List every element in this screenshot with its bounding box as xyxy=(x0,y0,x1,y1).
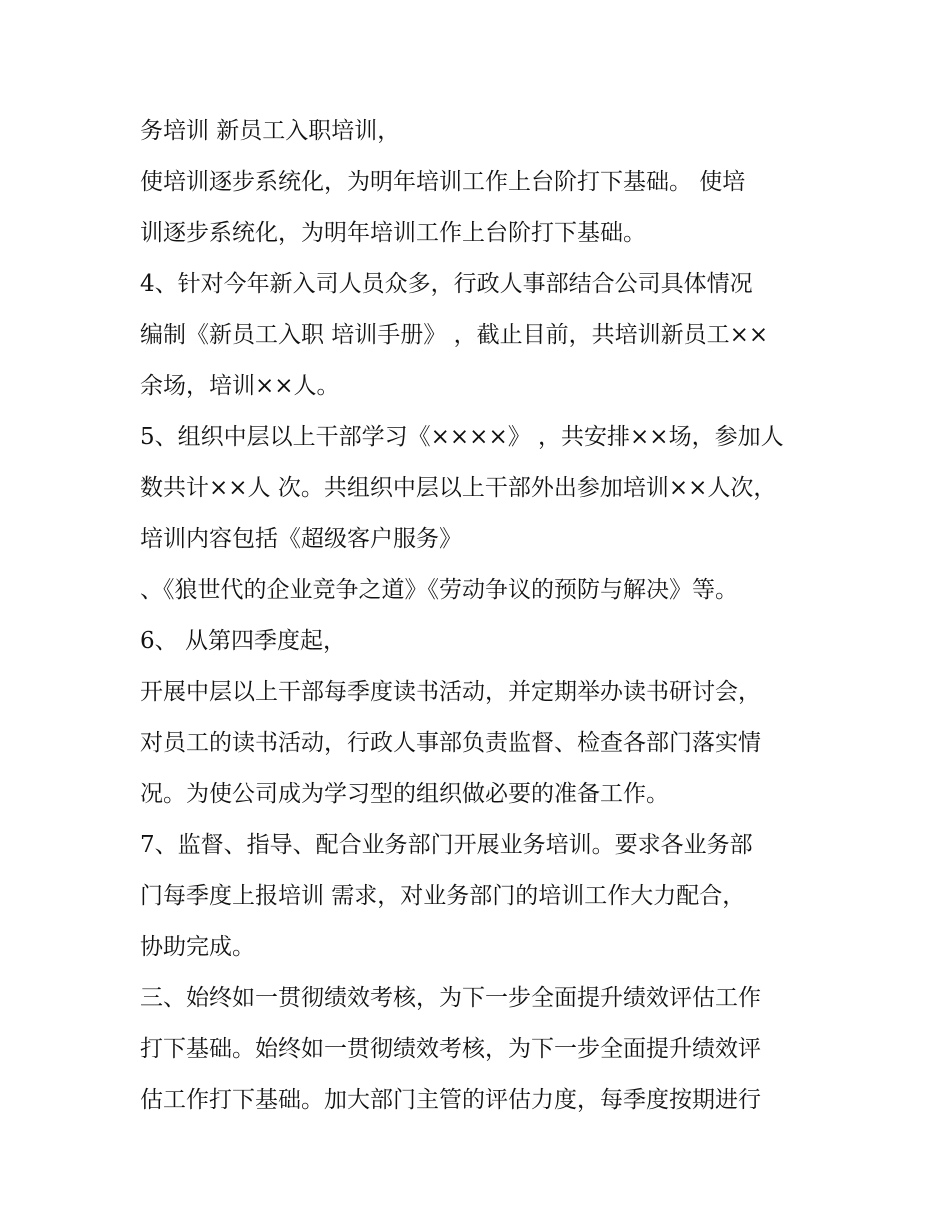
text-line: 打下基础。始终如一贯彻绩效考核，为下一步全面提升绩效评 xyxy=(140,1036,761,1062)
text-line: 培训内容包括《超级客户服务》 xyxy=(140,526,462,552)
text-line: 5、组织中层以上干部学习《××××》 ，共安排××场，参加人 xyxy=(140,424,784,450)
text-line: 余场，培训××人。 xyxy=(140,373,340,399)
text-line: 、《狼世代的企业竞争之道》《劳动争议的预防与解决》等。 xyxy=(140,577,738,603)
text-line: 使培训逐步系统化，为明年培训工作上台阶打下基础。 使培 xyxy=(140,169,746,195)
text-line: 训逐步系统化，为明年培训工作上台阶打下基础。 xyxy=(140,220,646,246)
text-line: 务培训 新员工入职培训， xyxy=(140,118,401,144)
text-line: 三、始终如一贯彻绩效考核，为下一步全面提升绩效评估工作 xyxy=(140,985,761,1011)
document-body xyxy=(140,106,830,1126)
text-line: 协助完成。 xyxy=(140,934,255,960)
text-line: 7、监督、指导、配合业务部门开展业务培训。要求各业务部 xyxy=(140,832,753,858)
text-line: 6、 从第四季度起， xyxy=(140,628,346,654)
text-line: 4、针对今年新入司人员众多，行政人事部结合公司具体情况 xyxy=(140,271,753,297)
text-line: 开展中层以上干部每季度读书活动，并定期举办读书研讨会， xyxy=(140,679,761,705)
text-line: 对员工的读书活动，行政人事部负责监督、检查各部门落实情 xyxy=(140,730,761,756)
text-line: 估工作打下基础。加大部门主管的评估力度，每季度按期进行 xyxy=(140,1087,761,1113)
text-line: 数共计××人 次。共组织中层以上干部外出参加培训××人次， xyxy=(140,475,777,501)
text-line: 门每季度上报培训 需求，对业务部门的培训工作大力配合， xyxy=(140,883,746,909)
text-line: 编制《新员工入职 培训手册》 ，截止目前，共培训新员工×× xyxy=(140,322,769,348)
text-line: 况。为使公司成为学习型的组织做必要的准备工作。 xyxy=(140,781,669,807)
